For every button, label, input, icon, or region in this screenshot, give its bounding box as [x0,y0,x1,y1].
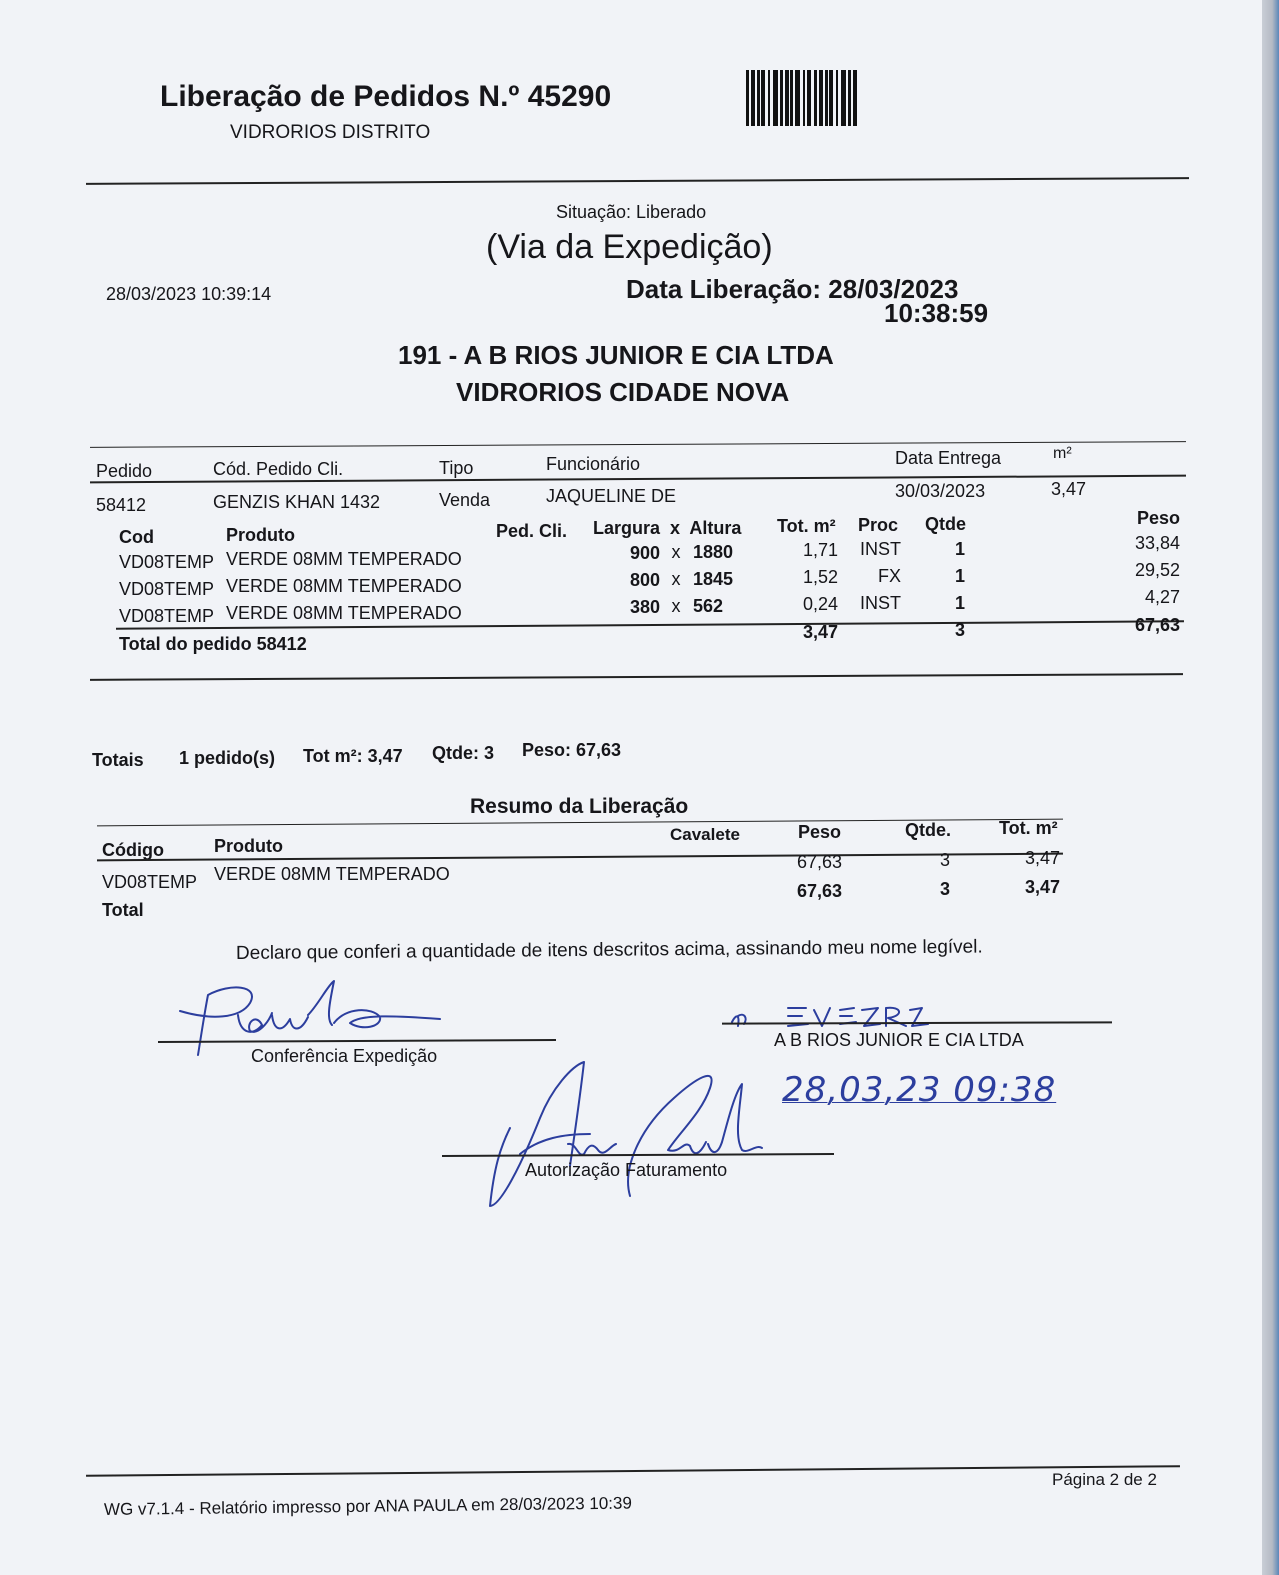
copy-label: (Via da Expedição) [486,228,773,266]
summary-col-qtde: Qtde. [905,820,952,840]
item-produto: VERDE 08MM TEMPERADO [226,603,462,623]
conferencia-label: Conferência Expedição [251,1046,438,1066]
footer-printed-by: WG v7.1.4 - Relatório impresso por ANA PAULA em 28/03/2023 10:39 [103,1493,632,1519]
col-funcionario: Funcionário [546,454,641,474]
summary-col-codigo: Código [102,840,164,860]
summary-total-qtde: 3 [939,879,950,899]
totals-label: Totais [92,750,144,770]
totals-qtde: Qtde: 3 [432,743,495,763]
item-altura: 1845 [693,569,734,589]
item-produto: VERDE 08MM TEMPERADO [226,576,462,596]
order-total-label: Total do pedido 58412 [119,634,307,654]
item-qtde: 1 [954,566,965,586]
order-funcionario: JAQUELINE DE [546,486,677,506]
document-title: Liberação de Pedidos N.º 45290 [160,80,612,113]
summary-total-peso: 67,63 [796,881,842,901]
item-proc: INST [859,539,901,559]
item-tot-m2: 0,24 [802,594,838,614]
footer-page-number: Página 2 de 2 [1052,1470,1157,1489]
barcode [746,70,938,126]
items-col-proc: Proc [858,515,899,535]
col-m2: m² [1053,445,1072,462]
declaration-text: Declaro que conferi a quantidade de itens descritos acima, assinando meu nome legível. [235,936,983,964]
summary-row-peso: 67,63 [796,852,842,872]
col-pedido: Pedido [96,461,153,481]
items-col-peso: Peso [1136,508,1180,528]
item-qtde: 1 [954,539,965,559]
company-name: VIDRORIOS DISTRITO [230,122,431,143]
items-col-largura-altura: Largura x Altura [593,518,742,538]
printed-datetime: 28/03/2023 10:39:14 [106,284,272,304]
footer-divider [86,1465,1180,1477]
totals-peso: Peso: 67,63 [522,740,622,760]
item-peso: 29,52 [1134,560,1180,580]
order-bottom-divider [90,673,1183,681]
order-cod-pedido-cli: GENZIS KHAN 1432 [213,492,381,512]
item-proc: INST [859,593,901,613]
col-data-entrega: Data Entrega [895,448,1002,468]
items-col-produto: Produto [226,525,295,545]
header-divider [86,177,1189,185]
client-name: 191 - A B RIOS JUNIOR E CIA LTDA [398,340,834,370]
summary-col-produto: Produto [214,836,283,856]
item-qtde: 1 [954,593,965,613]
item-cod: VD08TEMP [119,552,215,572]
item-peso: 4,27 [1144,587,1180,607]
client-signature-label: A B RIOS JUNIOR E CIA LTDA [774,1030,1024,1050]
summary-row-qtde: 3 [939,850,950,870]
item-produto: VERDE 08MM TEMPERADO [226,549,462,569]
col-cod-pedido-cli: Cód. Pedido Cli. [213,459,344,479]
summary-total-label: Total [102,900,144,920]
totals-m2: Tot m²: 3,47 [303,746,403,766]
col-tipo: Tipo [439,458,474,478]
item-proc: FX [877,566,901,586]
release-time: 10:38:59 [884,298,989,328]
order-total-qtde: 3 [954,620,965,640]
autorizacao-signature-drawing [480,1058,770,1218]
item-largura: 900 [629,543,660,563]
item-x: x [671,596,681,616]
totals-pedidos: 1 pedido(s) [179,748,276,768]
order-total-m2: 3,47 [802,622,838,642]
release-date: Data Liberação: 28/03/2023 [626,274,959,304]
page-edge [1262,0,1279,1575]
item-tot-m2: 1,52 [802,567,838,587]
item-x: x [671,542,681,562]
item-x: x [671,569,681,589]
items-col-qtde: Qtde [925,514,967,534]
items-col-cod: Cod [119,527,154,547]
client-signature-drawing [722,1002,932,1032]
status-label: Situação: Liberado [556,202,707,222]
summary-total-tot-m2: 3,47 [1024,877,1060,897]
item-tot-m2: 1,71 [802,540,838,560]
item-cod: VD08TEMP [119,579,215,599]
summary-row-codigo: VD08TEMP [102,872,198,892]
item-largura: 800 [629,570,660,590]
item-altura: 1880 [693,542,734,562]
item-peso: 33,84 [1134,533,1180,553]
order-top-divider [90,441,1186,448]
order-data-entrega: 30/03/2023 [895,481,986,501]
summary-col-peso: Peso [798,822,842,842]
summary-row-tot-m2: 3,47 [1024,848,1060,868]
summary-col-tot-m2: Tot. m² [999,818,1058,838]
item-altura: 562 [693,596,724,616]
order-tipo: Venda [439,490,491,510]
autorizacao-label: Autorização Faturamento [525,1160,728,1180]
order-total-peso: 67,63 [1134,615,1180,635]
handwritten-datetime: 28,03,23 09:38 [782,1070,1057,1110]
items-col-ped-cli: Ped. Cli. [496,521,568,541]
barcode-bar [857,70,858,126]
order-pedido: 58412 [96,495,147,515]
item-largura: 380 [629,597,660,617]
client-branch: VIDRORIOS CIDADE NOVA [456,377,790,407]
summary-title: Resumo da Liberação [470,795,689,818]
summary-col-cavalete: Cavalete [670,825,740,844]
order-m2: 3,47 [1051,479,1087,499]
item-cod: VD08TEMP [119,606,215,626]
items-col-tot-m2: Tot. m² [777,516,836,536]
summary-row-produto: VERDE 08MM TEMPERADO [214,864,450,884]
